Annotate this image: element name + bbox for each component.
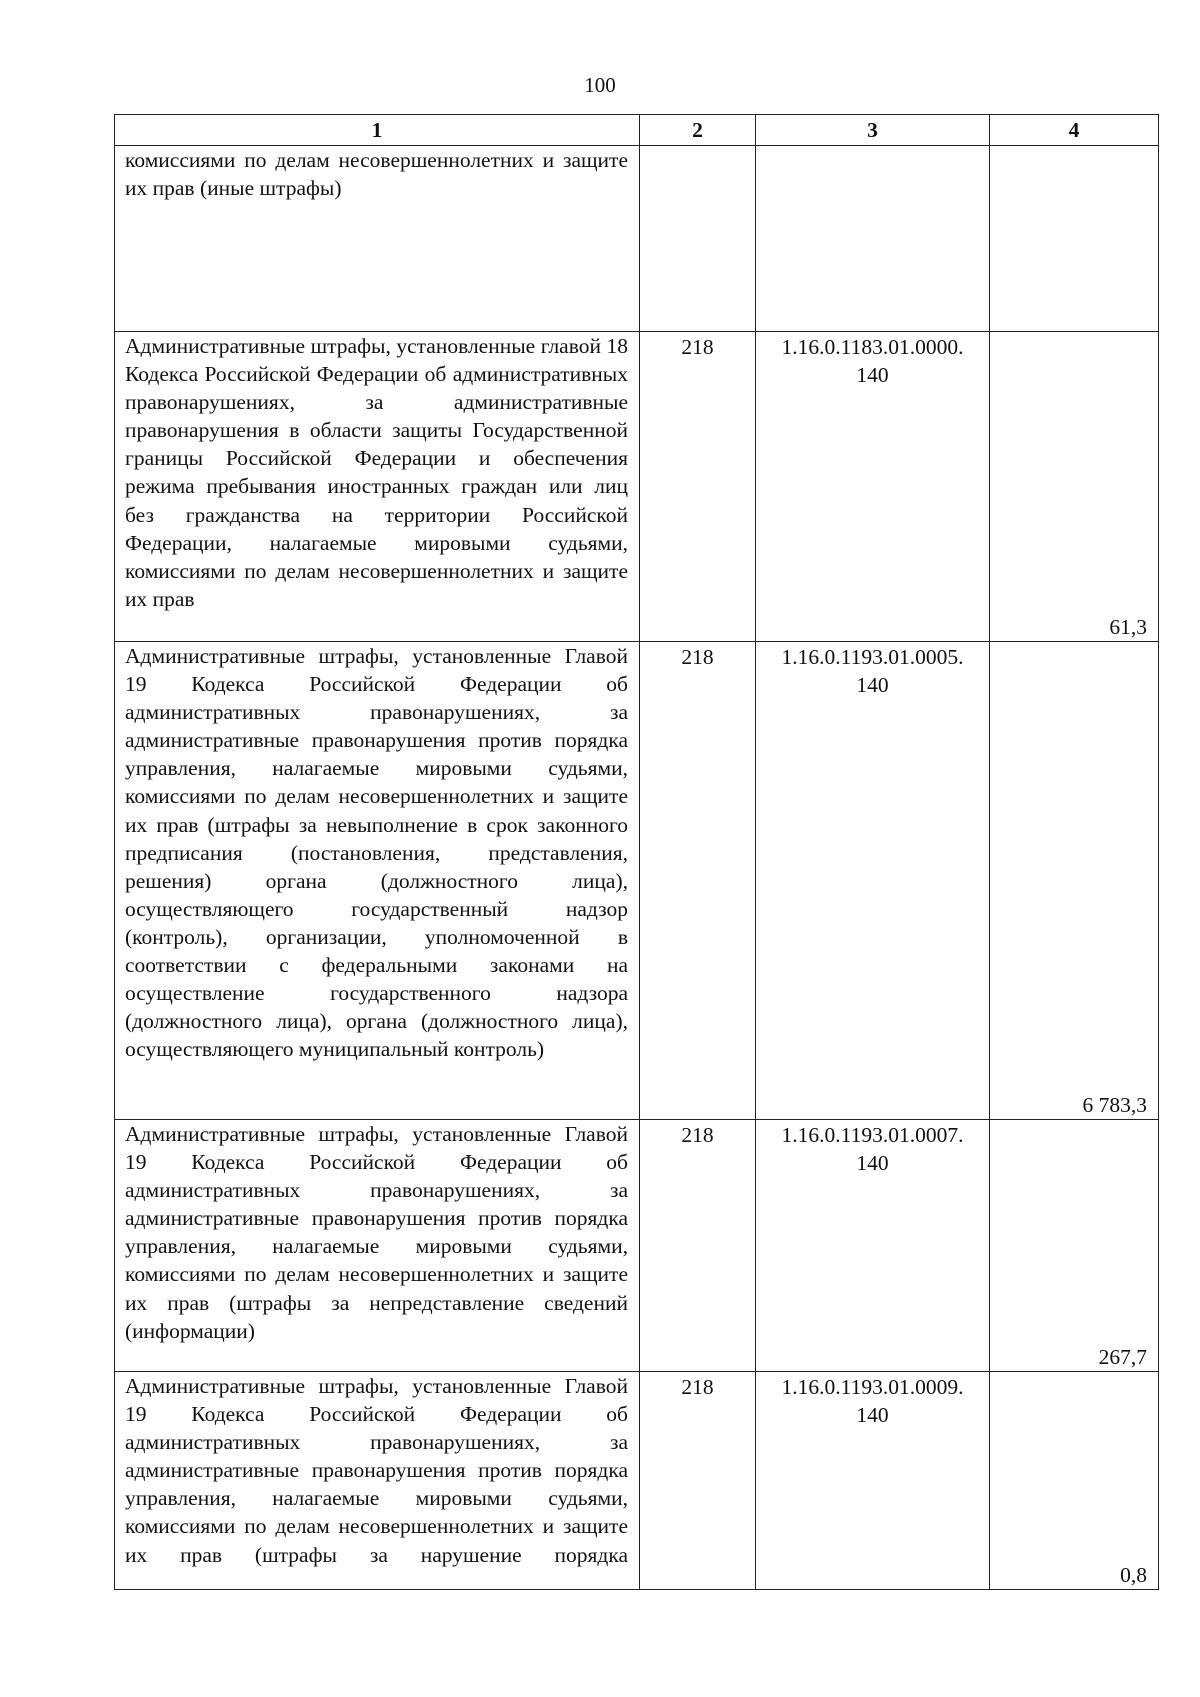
- row-cbc-cell: [756, 1120, 990, 1372]
- row-cbc-cell: [756, 642, 990, 1120]
- row-cbc-cell: [756, 146, 990, 332]
- row-cbc: 1.16.0.1193.01.0005.: [781, 645, 964, 669]
- table-row: [115, 1120, 1159, 1372]
- row-code-cell: [640, 1372, 756, 1590]
- row-amount-cell: [990, 1372, 1159, 1590]
- revenue-table: [114, 114, 1159, 1590]
- column-header-3: 3: [756, 115, 990, 146]
- row-cbc-suffix: 140: [856, 1151, 889, 1176]
- row-cbc-suffix: 140: [856, 1403, 889, 1428]
- row-name-cell: [115, 146, 640, 332]
- table-header-row: [115, 115, 1159, 146]
- row-amount-cell: [990, 1120, 1159, 1372]
- table-row: [115, 332, 1159, 642]
- table-row: [115, 1372, 1159, 1590]
- row-amount-cell: [990, 146, 1159, 332]
- row-cbc: 1.16.0.1183.01.0000.: [781, 335, 964, 359]
- row-name: Административные штрафы, установленные Главой 19 Кодекса Российской Федерации об административных правонарушениях, за административные правонарушения против порядка управления, налагаемые мировыми судьями, комиссиями по делам несовершеннолетних и защите их прав (штрафы за нарушение порядка: [125, 1374, 628, 1567]
- column-header-1: 1: [115, 115, 640, 146]
- row-cbc: 1.16.0.1193.01.0009.: [781, 1375, 964, 1399]
- row-code: 218: [681, 1123, 714, 1147]
- row-cbc-cell: [756, 332, 990, 642]
- table-row: [115, 642, 1159, 1120]
- table-row: [115, 146, 1159, 332]
- row-code-cell: [640, 1120, 756, 1372]
- row-amount: 267,7: [1098, 1345, 1147, 1369]
- row-amount: 61,3: [1109, 615, 1147, 639]
- row-amount: 6 783,3: [1082, 1093, 1147, 1117]
- row-code: 218: [681, 645, 714, 669]
- column-header-2: 2: [640, 115, 756, 146]
- row-code: 218: [681, 1375, 714, 1399]
- row-amount-cell: [990, 332, 1159, 642]
- row-name-cell: [115, 332, 640, 642]
- row-code: 218: [681, 335, 714, 359]
- row-cbc-suffix: 140: [856, 363, 889, 388]
- row-name-cell: [115, 642, 640, 1120]
- row-cbc: 1.16.0.1193.01.0007.: [781, 1123, 964, 1147]
- row-code-cell: [640, 332, 756, 642]
- row-amount: 0,8: [1120, 1563, 1147, 1587]
- page-number: 100: [584, 73, 616, 97]
- row-amount-cell: [990, 642, 1159, 1120]
- column-header-4: 4: [990, 115, 1159, 146]
- row-code: [640, 146, 755, 147]
- row-name-cell: [115, 1120, 640, 1372]
- row-cbc-cell: [756, 1372, 990, 1590]
- row-name: Административные штрафы, установленные главой 18 Кодекса Российской Федерации об административных правонарушениях, за административные правонарушения в области защиты Государственной границы Российской Федерации и обеспечения режима пребывания иностранных граждан или лиц без гражданства на территории Российской Федерации, налагаемые мировыми судьями, комиссиями по делам несовершеннолетних и защите их прав: [125, 334, 628, 611]
- row-name: комиссиями по делам несовершеннолетних и защите их прав (иные штрафы): [125, 148, 628, 201]
- row-name-cell: [115, 1372, 640, 1590]
- row-code-cell: [640, 146, 756, 332]
- row-cbc-suffix: 140: [856, 673, 889, 698]
- row-code-cell: [640, 642, 756, 1120]
- row-name: Административные штрафы, установленные Главой 19 Кодекса Российской Федерации об административных правонарушениях, за административные правонарушения против порядка управления, налагаемые мировыми судьями, комиссиями по делам несовершеннолетних и защите их прав (штрафы за непредставление сведений (информации): [125, 1122, 628, 1343]
- row-name: Административные штрафы, установленные Главой 19 Кодекса Российской Федерации об административных правонарушениях, за административные правонарушения против порядка управления, налагаемые мировыми судьями, комиссиями по делам несовершеннолетних и защите их прав (штрафы за невыполнение в срок законного предписания (постановления, представления, решения) органа (должностного лица), осуществляющего государственный надзор (контроль), организации, уполномоченной в соответствии с федеральными законами на осуществление государственного надзора (должностного лица), органа (должностного лица), осуществляющего муниципальный контроль): [125, 644, 628, 1062]
